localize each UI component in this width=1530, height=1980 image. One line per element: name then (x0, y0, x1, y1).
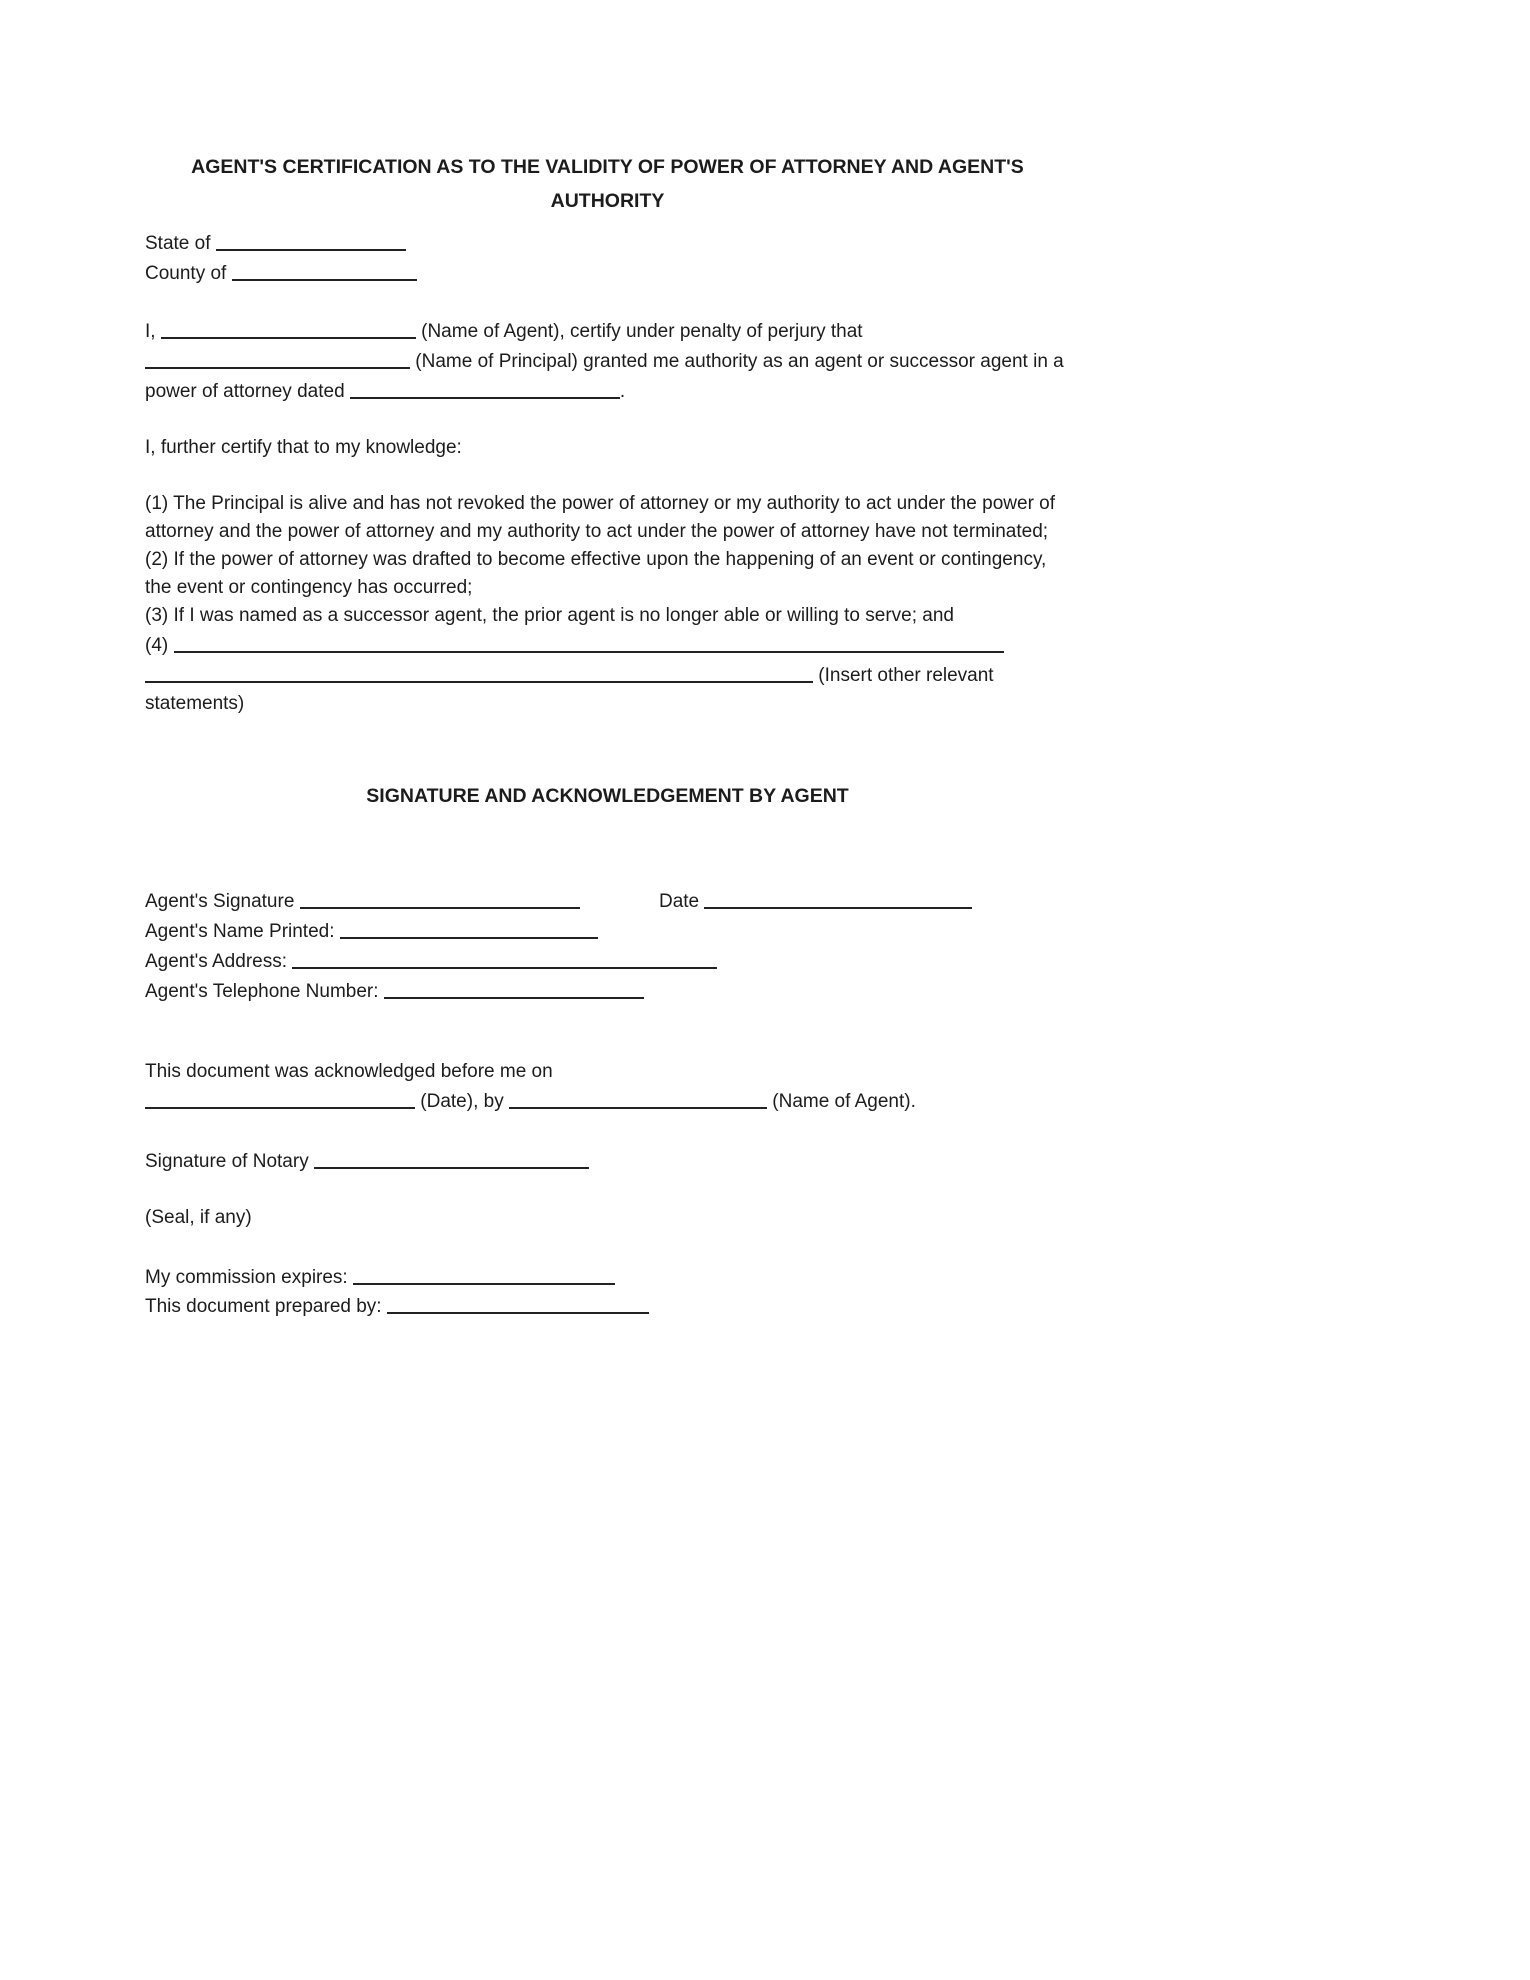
commission-expires-blank-line (353, 1264, 615, 1285)
agent-telephone-label: Agent's Telephone Number: (145, 981, 379, 1002)
certification-item-4 (145, 630, 1070, 718)
certification-item-1: (1) The Principal is alive and has not revoked the power of attorney or my authority to act under the power of attorney and the power of attorney and my authority to act under the power of attorney have not terminated; (145, 493, 1056, 542)
agent-address-label: Agent's Address: (145, 951, 287, 972)
acknowledgement-text: This document was acknowledged before me on (145, 1061, 553, 1082)
agent-name-printed-label: Agent's Name Printed: (145, 921, 335, 942)
prepared-by-line (145, 1291, 1070, 1320)
other-statements-blank-line-1 (174, 632, 1004, 653)
poa-date-blank-line (350, 378, 620, 399)
date-blank-line (704, 888, 972, 909)
seal-note: (Seal, if any) (145, 1207, 252, 1228)
intro-paragraph (145, 316, 1070, 406)
document-content (145, 150, 1070, 1320)
agent-telephone-blank-line (384, 978, 644, 999)
certification-item-3: (3) If I was named as a successor agent, the prior agent is no longer able or willing to serve; and (145, 605, 954, 626)
acknowledgement-line (145, 1086, 1070, 1116)
agent-name-printed-line (145, 916, 1070, 946)
commission-expires-line (145, 1262, 1070, 1291)
further-certify-text: I, further certify that to my knowledge: (145, 437, 462, 458)
prepared-by-label: This document prepared by: (145, 1296, 382, 1317)
intro-period: . (619, 381, 626, 402)
county-of-label: County of (145, 263, 227, 284)
county-of-line (145, 258, 1070, 288)
county-blank-line (232, 260, 417, 281)
agent-signature-label: Agent's Signature (145, 891, 295, 912)
prepared-by-blank-line (387, 1293, 649, 1314)
closing-block (145, 1262, 1070, 1320)
ack-name-of-agent-note: (Name of Agent). (772, 1091, 916, 1112)
state-of-label: State of (145, 233, 211, 254)
agent-name-blank-line (161, 318, 416, 339)
insert-statements-note: (Insert other relevant statements) (145, 665, 994, 714)
agent-address-line (145, 946, 1070, 976)
agent-signature-line (145, 886, 1070, 916)
intro-i-label: I, (145, 321, 156, 342)
document-title: AGENT'S CERTIFICATION AS TO THE VALIDITY OF POWER OF ATTORNEY AND AGENT'S AUTHORITY (191, 156, 1024, 212)
state-blank-line (216, 230, 406, 251)
agent-name-printed-blank-line (340, 918, 598, 939)
date-label: Date (658, 891, 700, 912)
certification-item-2: (2) If the power of attorney was drafted to become effective upon the happening of an event or contingency, the event or contingency has occurred; (145, 549, 1047, 598)
certification-items (145, 490, 1070, 718)
item-4-number: (4) (145, 635, 169, 656)
signature-of-notary-label: Signature of Notary (145, 1151, 309, 1172)
poa-dated-text: in a power of attorney dated (145, 351, 1064, 402)
ack-date-blank-line (145, 1088, 415, 1109)
state-of-line (145, 228, 1070, 258)
ack-agent-name-blank-line (509, 1088, 767, 1109)
other-statements-blank-line-2 (145, 662, 813, 683)
notary-signature-blank-line (314, 1148, 589, 1169)
principal-name-blank-line (145, 348, 410, 369)
agent-signature-blank-line (300, 888, 580, 909)
signature-section-heading: SIGNATURE AND ACKNOWLEDGEMENT BY AGENT (366, 785, 849, 807)
agent-signature-block (145, 886, 1070, 1006)
ack-date-by-note: (Date), by (420, 1091, 504, 1112)
acknowledgement-block (145, 1058, 1070, 1116)
name-of-principal-note: (Name of Principal) granted me authority as an agent or successor agent (415, 351, 1028, 372)
signature-of-notary-line (145, 1146, 1070, 1176)
agent-telephone-line (145, 976, 1070, 1006)
commission-expires-label: My commission expires: (145, 1267, 348, 1288)
name-of-agent-note: (Name of Agent), certify under penalty of perjury that (421, 321, 863, 342)
agent-address-blank-line (292, 948, 717, 969)
